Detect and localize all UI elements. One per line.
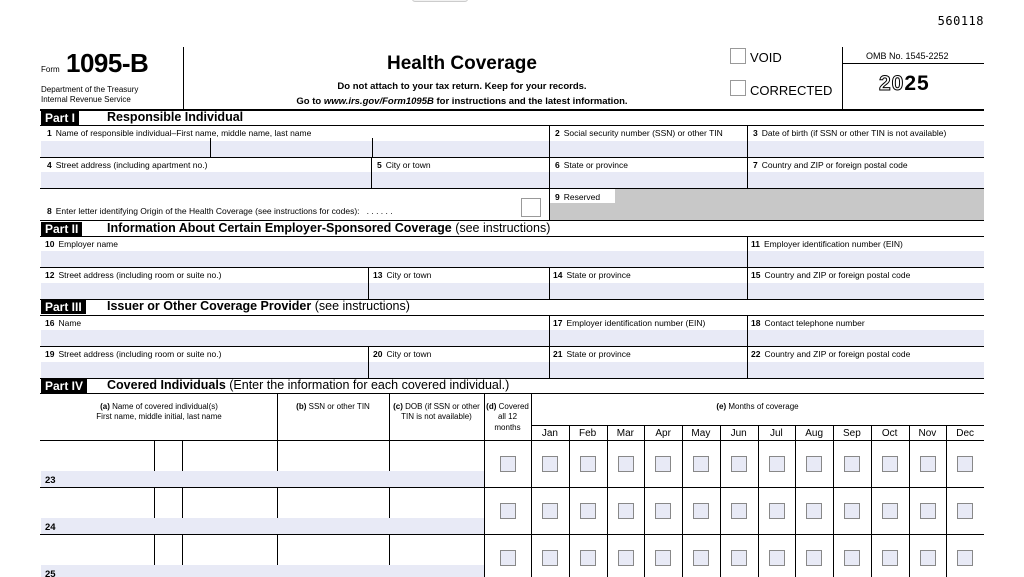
grid-column-divider [720, 425, 721, 577]
field-6-label: 6 State or province [555, 160, 628, 170]
month-coverage-checkbox[interactable] [769, 503, 785, 519]
field-17-label: 17 Employer identification number (EIN) [553, 318, 706, 328]
month-coverage-checkbox[interactable] [957, 456, 973, 472]
month-header: May [691, 428, 711, 439]
month-header: Apr [655, 428, 671, 439]
field-11-label: 11 Employer identification number (EIN) [751, 239, 903, 249]
col-e-header: (e) Months of coverage [716, 402, 799, 411]
col-d-header-line1: (d) Covered [486, 402, 529, 411]
field-14-label: 14 State or province [553, 270, 631, 280]
grid-column-divider [946, 425, 947, 577]
month-coverage-checkbox[interactable] [844, 503, 860, 519]
form-code: 560118 [937, 14, 984, 28]
field-6-input[interactable] [550, 172, 747, 188]
part3-title: Issuer or Other Coverage Provider (see instructions) [107, 299, 410, 313]
field-16-input[interactable] [41, 330, 549, 346]
field-13-label: 13 City or town [373, 270, 432, 280]
month-header: Dec [956, 428, 975, 439]
void-label: VOID [750, 50, 782, 65]
col-d-header-line2: all 12 months [494, 412, 521, 432]
field-21-input[interactable] [550, 362, 747, 378]
header-divider-right [842, 47, 843, 109]
grid-column-divider [871, 425, 872, 577]
grid-column-divider [531, 393, 532, 577]
month-coverage-checkbox[interactable] [693, 550, 709, 566]
part1-title-rule [40, 125, 984, 126]
goto-instruction [184, 96, 740, 107]
grid-column-divider [644, 425, 645, 577]
goto-prefix: Go to [296, 96, 324, 107]
month-header: Jul [769, 428, 783, 439]
field-8-label: 8 Enter letter identifying Origin of the Health Coverage (see instructions for codes): . . . . . . [47, 206, 393, 216]
month-coverage-checkbox[interactable] [769, 456, 785, 472]
month-header: Mar [616, 428, 634, 439]
field-12-label: 12 Street address (including room or suite no.) [45, 270, 222, 280]
void-checkbox[interactable] [730, 48, 746, 64]
field-22-label: 22 Country and ZIP or foreign postal code [751, 349, 911, 359]
col-b-header: (b) SSN or other TIN [296, 402, 370, 411]
month-coverage-checkbox[interactable] [542, 503, 558, 519]
field-9-label: 9 Reserved [555, 192, 601, 202]
field-2-label: 2 Social security number (SSN) or other TIN [555, 128, 723, 138]
tax-year-prefix: 20 [879, 72, 905, 95]
field-14-input[interactable] [550, 283, 747, 299]
month-header: Sep [842, 428, 861, 439]
field-9-reserved-area-lower [550, 203, 616, 220]
field-9-reserved-area [615, 189, 984, 220]
month-header: Feb [579, 428, 597, 439]
part3-row1-rule [40, 346, 984, 347]
month-coverage-checkbox[interactable] [957, 550, 973, 566]
field-10-label: 10 Employer name [45, 239, 118, 249]
grid-column-divider [484, 393, 485, 577]
col-c-header-line1: (c) DOB (if SSN or other [393, 402, 480, 411]
month-coverage-checkbox[interactable] [693, 456, 709, 472]
grid-row-rule [40, 487, 984, 488]
month-coverage-checkbox[interactable] [618, 550, 634, 566]
field-5-label: 5 City or town [377, 160, 431, 170]
part2-title: Information About Certain Employer-Sponsored Coverage (see instructions) [107, 221, 551, 235]
form-word: Form [41, 65, 60, 74]
field-15-label: 15 Country and ZIP or foreign postal code [751, 270, 911, 280]
month-coverage-checkbox[interactable] [882, 550, 898, 566]
grid-column-divider [909, 425, 910, 577]
month-coverage-checkbox[interactable] [806, 503, 822, 519]
month-coverage-checkbox[interactable] [580, 456, 596, 472]
field-10-input[interactable] [41, 251, 747, 267]
month-coverage-checkbox[interactable] [920, 503, 936, 519]
part4-title-rule [40, 393, 984, 394]
part3-tag: Part III [41, 300, 86, 314]
grid-column-divider [758, 425, 759, 577]
form-title: Health Coverage [387, 53, 537, 74]
corrected-checkbox[interactable] [730, 80, 746, 96]
corrected-label: CORRECTED [750, 83, 833, 98]
field-11-input[interactable] [748, 251, 984, 267]
month-header: Jun [730, 428, 747, 439]
month-header: Oct [881, 428, 898, 439]
covered-all-12-months-checkbox[interactable] [500, 503, 516, 519]
month-header: Nov [918, 428, 937, 439]
part2-row1-rule [40, 267, 984, 268]
field-15-input[interactable] [748, 283, 984, 299]
month-header: Jan [541, 428, 558, 439]
field-3-label: 3 Date of birth (if SSN or other TIN is not available) [753, 128, 947, 138]
field-5-input[interactable] [372, 172, 549, 188]
month-coverage-checkbox[interactable] [882, 456, 898, 472]
field-21-label: 21 State or province [553, 349, 631, 359]
field-13-input[interactable] [369, 283, 549, 299]
field-1-divider-a [210, 138, 211, 157]
month-coverage-checkbox[interactable] [655, 503, 671, 519]
month-coverage-checkbox[interactable] [844, 456, 860, 472]
month-header: Aug [805, 428, 824, 439]
field-18-input[interactable] [748, 330, 984, 346]
col-a-header-line1: (a) Name of covered individual(s) [100, 402, 218, 411]
field-1-label: 1 Name of responsible individual–First name, middle name, last name [47, 128, 312, 138]
month-coverage-checkbox[interactable] [844, 550, 860, 566]
month-coverage-checkbox[interactable] [731, 503, 747, 519]
month-coverage-checkbox[interactable] [769, 550, 785, 566]
col-d-header [484, 402, 531, 433]
month-coverage-checkbox[interactable] [731, 550, 747, 566]
page-tab-handle [412, 0, 468, 2]
department-block [41, 85, 138, 106]
field-8-origin-box[interactable] [521, 198, 541, 217]
field-12-input[interactable] [41, 283, 368, 299]
field-20-input[interactable] [369, 362, 549, 378]
covered-individual-input[interactable] [41, 518, 484, 534]
omb-number: OMB No. 1545-2252 [866, 51, 949, 61]
goto-url: www.irs.gov/Form1095B [323, 96, 434, 107]
row-number: 25 [45, 569, 56, 577]
month-coverage-checkbox[interactable] [806, 550, 822, 566]
attach-instruction: Do not attach to your tax return. Keep for your records. [337, 81, 587, 92]
field-19-label: 19 Street address (including room or suite no.) [45, 349, 222, 359]
field-16-label: 16 Name [45, 318, 82, 328]
part4-tag: Part IV [41, 379, 87, 393]
part4-title: Covered Individuals (Enter the information for each covered individual.) [107, 378, 510, 392]
row-number: 24 [45, 522, 56, 533]
month-coverage-checkbox[interactable] [655, 550, 671, 566]
month-coverage-checkbox[interactable] [542, 456, 558, 472]
field-3-input[interactable] [748, 141, 984, 157]
month-coverage-checkbox[interactable] [920, 456, 936, 472]
field-19-input[interactable] [41, 362, 368, 378]
field-4-input[interactable] [41, 172, 371, 188]
form-number: 1095-B [66, 48, 149, 78]
part1-title: Responsible Individual [107, 110, 244, 124]
month-coverage-checkbox[interactable] [882, 503, 898, 519]
row-number: 23 [45, 475, 56, 486]
month-coverage-checkbox[interactable] [618, 456, 634, 472]
covered-individual-input[interactable] [41, 471, 484, 487]
field-18-label: 18 Contact telephone number [751, 318, 865, 328]
omb-rule [842, 63, 984, 64]
grid-column-divider [833, 425, 834, 577]
field-20-label: 20 City or town [373, 349, 432, 359]
col-a-header-line2: First name, middle initial, last name [96, 412, 222, 422]
name-column-divider [182, 440, 183, 577]
tax-year-suffix: 25 [904, 72, 930, 95]
field-7-label: 7 Country and ZIP or foreign postal code [753, 160, 908, 170]
part2-title-rule [40, 236, 984, 237]
grid-column-divider [795, 425, 796, 577]
name-column-divider [154, 440, 155, 577]
grid-column-divider [682, 425, 683, 577]
month-coverage-checkbox[interactable] [920, 550, 936, 566]
tax-year [879, 72, 930, 96]
department-name: Department of the Treasury [41, 85, 139, 94]
month-coverage-checkbox[interactable] [957, 503, 973, 519]
grid-row-rule [40, 534, 984, 535]
field-1-divider-b [372, 138, 373, 157]
month-coverage-checkbox[interactable] [806, 456, 822, 472]
month-coverage-checkbox[interactable] [731, 456, 747, 472]
field-1-input[interactable] [41, 141, 549, 157]
col-c-header [389, 402, 484, 423]
goto-suffix: for instructions and the latest information. [433, 96, 628, 107]
covered-individual-input[interactable] [41, 565, 484, 577]
col-a-header [41, 402, 277, 423]
month-coverage-checkbox[interactable] [618, 503, 634, 519]
covered-all-12-months-checkbox[interactable] [500, 550, 516, 566]
agency-name: Internal Revenue Service [41, 95, 131, 105]
month-coverage-checkbox[interactable] [542, 550, 558, 566]
part2-tag: Part II [41, 222, 82, 236]
field-2-input[interactable] [550, 141, 747, 157]
col-c-header-line2: TIN is not available) [401, 412, 472, 422]
field-22-input[interactable] [748, 362, 984, 378]
grid-column-divider [569, 425, 570, 577]
field-7-input[interactable] [748, 172, 984, 188]
month-coverage-checkbox[interactable] [655, 456, 671, 472]
month-coverage-checkbox[interactable] [580, 550, 596, 566]
covered-all-12-months-checkbox[interactable] [500, 456, 516, 472]
month-coverage-checkbox[interactable] [693, 503, 709, 519]
grid-column-divider [607, 425, 608, 577]
part3-title-rule [40, 315, 984, 316]
part1-tag: Part I [41, 111, 79, 125]
month-coverage-checkbox[interactable] [580, 503, 596, 519]
field-4-label: 4 Street address (including apartment no.) [47, 160, 208, 170]
part1-row1-rule [40, 157, 984, 158]
field-17-input[interactable] [550, 330, 747, 346]
